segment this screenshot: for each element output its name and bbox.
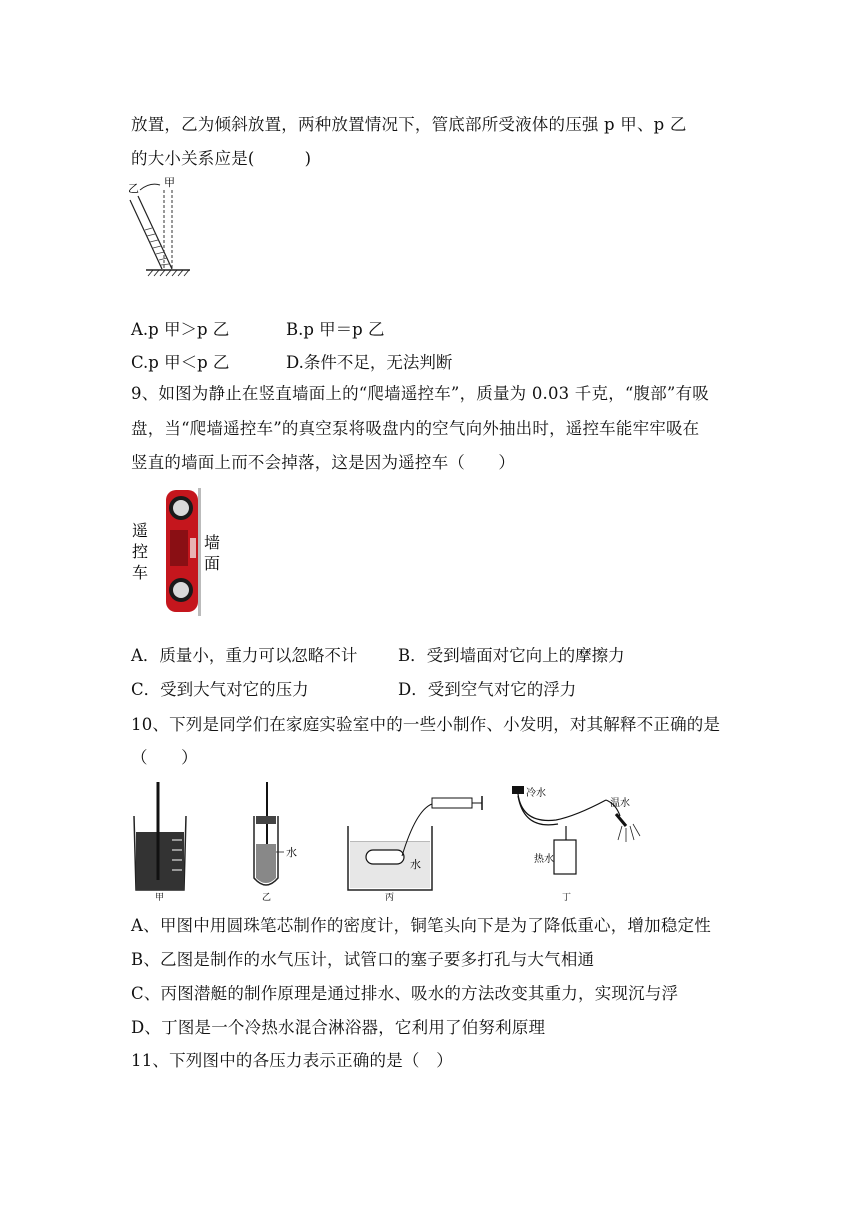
q10-experiments-figure <box>126 770 666 906</box>
q10-fig-label-yi: 乙 <box>262 893 272 902</box>
q8-option-d: D.条件不足，无法判断 <box>286 353 453 372</box>
q8-option-a: A.p 甲＞p 乙 <box>131 320 230 339</box>
q8-option-b: B.p 甲＝p 乙 <box>286 320 385 339</box>
q11-text-line-1: 11、下列图中的各压力表示正确的是（ ） <box>131 1051 453 1070</box>
q10-fig-label-warm: 温水 <box>610 798 630 809</box>
q8-fig-label-jia: 甲 <box>164 176 175 189</box>
q10-fig-label-hot: 热水 <box>534 854 554 865</box>
q8-text-line-1: 放置，乙为倾斜放置，两种放置情况下，管底部所受液体的压强 p 甲、p 乙 <box>131 115 687 134</box>
q9-fig-label-car-3: 车 <box>132 563 149 582</box>
q8-fig-label-yi: 乙 <box>128 182 139 195</box>
q9-fig-label-car-1: 遥 <box>132 521 149 540</box>
q10-fig-label-water-1: 水 <box>286 846 297 859</box>
q9-option-b: B．受到墙面对它向上的摩擦力 <box>398 646 625 665</box>
q8-option-c: C.p 甲＜p 乙 <box>131 353 230 372</box>
q10-fig-jia <box>134 782 186 902</box>
q10-fig-label-bing: 丙 <box>385 893 395 902</box>
q9-text-line-1: 9、如图为静止在竖直墙面上的“爬墙遥控车”，质量为 0.03 千克，“腹部”有吸 <box>131 384 709 403</box>
q10-fig-label-ding: 丁 <box>562 893 572 902</box>
q9-text-line-3: 竖直的墙面上而不会掉落，这是因为遥控车（ ） <box>131 453 516 472</box>
q8-text-line-2: 的大小关系应是( ) <box>131 149 312 168</box>
q9-text-line-2: 盘，当“爬墙遥控车”的真空泵将吸盘内的空气向外抽出时，遥控车能牢牢吸在 <box>131 419 700 438</box>
q10-option-d: D、丁图是一个冷热水混合淋浴器，它利用了伯努利原理 <box>131 1018 546 1037</box>
q9-option-d: D．受到空气对它的浮力 <box>398 680 577 699</box>
q9-fig-label-wall-2: 面 <box>204 554 221 573</box>
q10-fig-label-jia: 甲 <box>155 893 165 902</box>
q10-option-a: A、甲图中用圆珠笔芯制作的密度计，铜笔头向下是为了降低重心，增加稳定性 <box>131 916 711 935</box>
q9-option-a: A．质量小，重力可以忽略不计 <box>131 646 358 665</box>
q10-fig-ding <box>512 786 640 902</box>
q10-fig-yi <box>254 782 297 902</box>
q8-tube-figure <box>126 176 206 285</box>
q10-text-line-2: （ ） <box>131 748 198 767</box>
q9-fig-label-wall-1: 墙 <box>204 533 221 552</box>
q10-option-b: B、乙图是制作的水气压计，试管口的塞子要多打孔与大气相通 <box>131 950 595 969</box>
q10-option-c: C、丙图潜艇的制作原理是通过排水、吸水的方法改变其重力，实现沉与浮 <box>131 984 679 1003</box>
q10-text-line-1: 10、下列是同学们在家庭实验室中的一些小制作、小发明，对其解释不正确的是 <box>131 715 721 734</box>
q9-wall-car-figure <box>128 486 228 622</box>
q10-fig-label-water-2: 水 <box>410 858 421 871</box>
q9-fig-label-car-2: 控 <box>132 542 149 561</box>
q10-fig-label-cold: 冷水 <box>526 788 546 799</box>
q9-option-c: C．受到大气对它的压力 <box>131 680 309 699</box>
q10-fig-bing <box>348 796 482 902</box>
